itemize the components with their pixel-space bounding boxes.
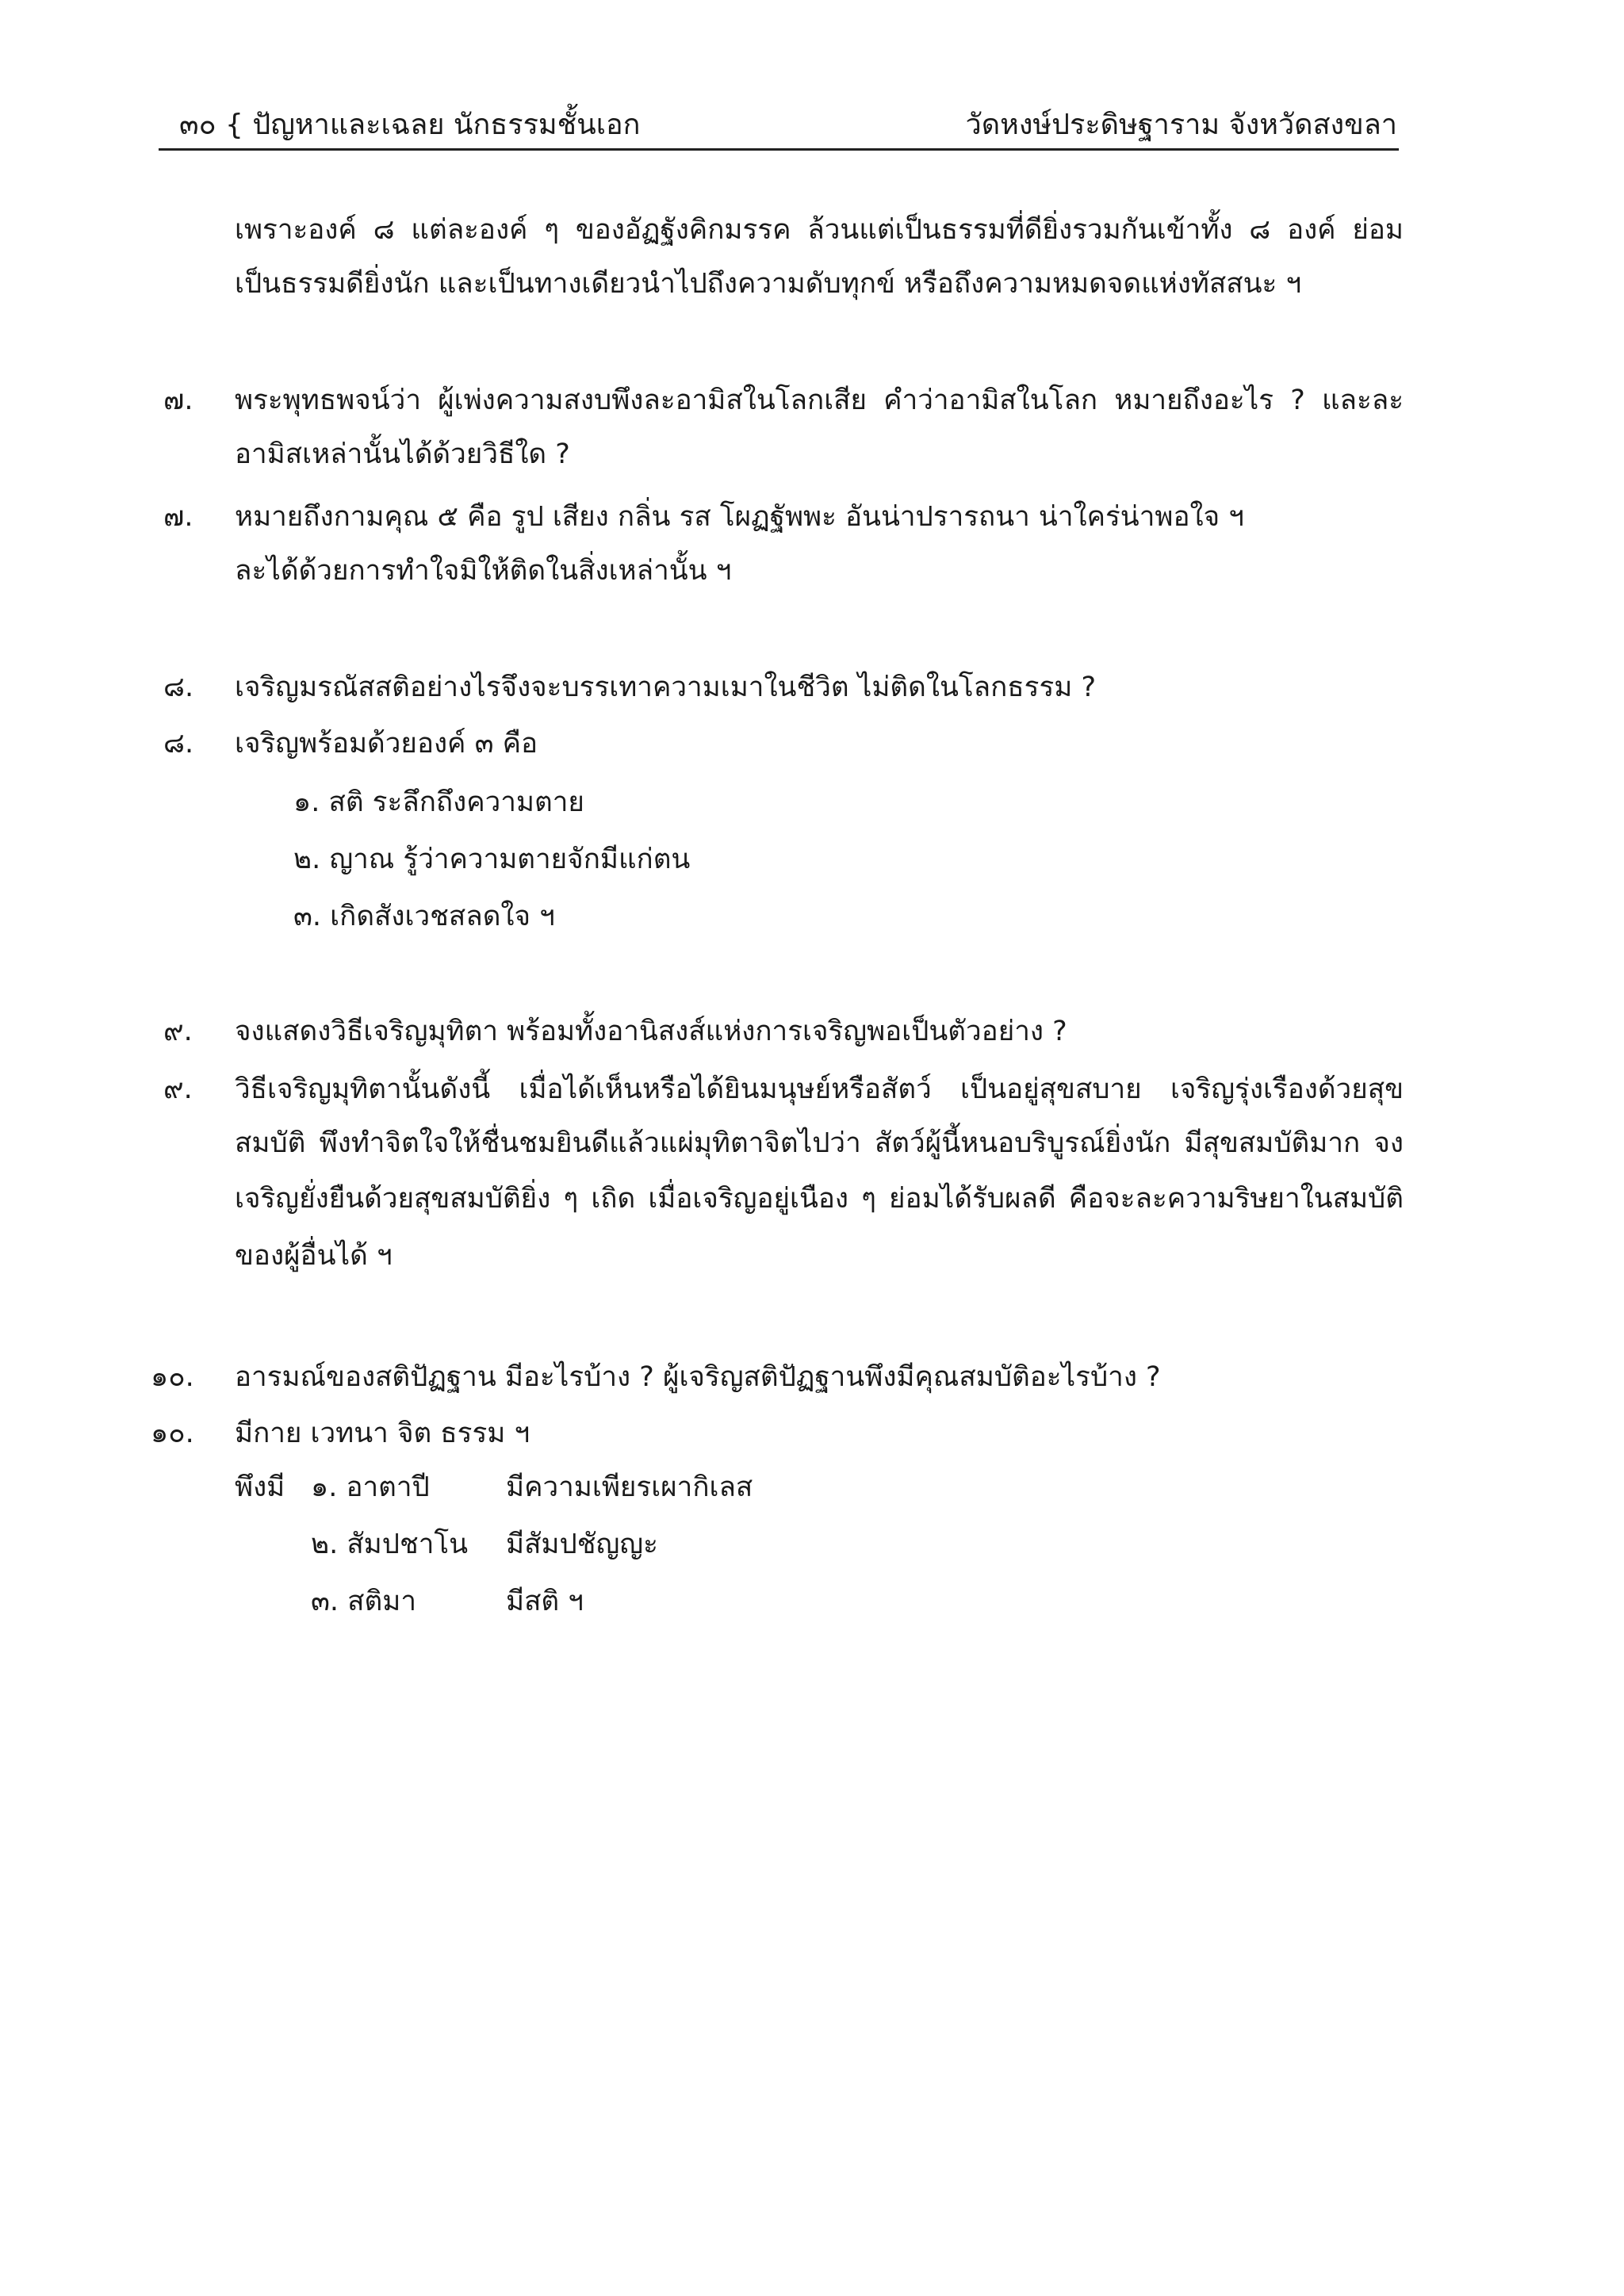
question-number: ๘. — [163, 672, 194, 703]
answer-text: หมายถึงกามคุณ ๕ คือ รูป เสียง กลิ่น รส โผฏฐัพพะ อันน่าปรารถนา น่าใคร่น่าพอใจ ฯ — [235, 501, 1244, 533]
answer-text: ของผู้อื่นได้ ฯ — [235, 1240, 393, 1272]
answer-text: ละได้ด้วยการทำใจมิให้ติดในสิ่งเหล่านั้น ฯ — [235, 555, 732, 587]
question-text: อารมณ์ของสติปัฏฐาน มีอะไรบ้าง ? ผู้เจริญสติปัฏฐานพึงมีคุณสมบัติอะไรบ้าง ? — [235, 1361, 1161, 1393]
answer-text: สมบัติ พึงทำจิตใจให้ชื่นชมยินดีแล้วแผ่มุทิตาจิตไปว่า สัตว์ผู้นี้หนอบริบูรณ์ยิ่งนัก มีสุขสมบัติมาก จง — [235, 1127, 1404, 1159]
header-title: ๓๐ { ปัญหาและเฉลย นักธรรมชั้นเอก — [179, 109, 641, 141]
quality-desc: มีสติ ฯ — [506, 1586, 584, 1617]
answer-number: ๘. — [163, 728, 194, 760]
list-item: ๒. ญาณ รู้ว่าความตายจักมีแก่ตน — [293, 844, 691, 875]
question-number: ๑๐. — [151, 1361, 194, 1393]
question-text: อามิสเหล่านั้นได้ด้วยวิธีใด ? — [235, 438, 570, 470]
quality-name: ๒. สัมปชาโน — [311, 1529, 469, 1560]
question-text: พระพุทธพจน์ว่า ผู้เพ่งความสงบพึงละอามิสในโลกเสีย คำว่าอามิสในโลก หมายถึงอะไร ? และละ — [235, 385, 1404, 416]
answer-text: มีกาย เวทนา จิต ธรรม ฯ — [235, 1418, 530, 1449]
intro-line: เป็นธรรมดียิ่งนัก และเป็นทางเดียวนำไปถึงความดับทุกข์ หรือถึงความหมดจดแห่งทัสสนะ ฯ — [235, 268, 1302, 300]
answer-number: ๗. — [163, 501, 193, 533]
answer-text: เจริญพร้อมด้วยองค์ ๓ คือ — [235, 728, 538, 760]
question-text: เจริญมรณัสสติอย่างไรจึงจะบรรเทาความเมาในชีวิต ไม่ติดในโลกธรรม ? — [235, 672, 1097, 703]
answer-number: ๑๐. — [151, 1418, 194, 1449]
quality-desc: มีความเพียรเผากิเลส — [506, 1471, 753, 1503]
quality-name: ๓. สติมา — [311, 1586, 416, 1617]
list-item: ๑. สติ ระลึกถึงความตาย — [293, 786, 584, 818]
answer-number: ๙. — [163, 1073, 193, 1105]
question-number: ๙. — [163, 1016, 193, 1047]
header-rule — [159, 148, 1399, 151]
answer-text: เจริญยั่งยืนด้วยสุขสมบัติยิ่ง ๆ เถิด เมื่อเจริญอยู่เนือง ๆ ย่อมได้รับผลดี คือจะละความริษยาในสมบัติ — [235, 1183, 1404, 1215]
list-item: ๓. เกิดสังเวชสลดใจ ฯ — [293, 901, 555, 932]
intro-line: เพราะองค์ ๘ แต่ละองค์ ๆ ของอัฏฐังคิกมรรค ล้วนแต่เป็นธรรมที่ดียิ่งรวมกันเข้าทั้ง ๘ องค์ ย่อม — [235, 214, 1404, 246]
quality-name: ๑. อาตาปี — [311, 1471, 430, 1503]
answer-lead: พึงมี — [235, 1471, 285, 1503]
question-number: ๗. — [163, 385, 193, 416]
question-text: จงแสดงวิธีเจริญมุทิตา พร้อมทั้งอานิสงส์แห่งการเจริญพอเป็นตัวอย่าง ? — [235, 1016, 1067, 1047]
quality-desc: มีสัมปชัญญะ — [506, 1529, 658, 1560]
answer-text: วิธีเจริญมุทิตานั้นดังนี้ เมื่อได้เห็นหรือได้ยินมนุษย์หรือสัตว์ เป็นอยู่สุขสบาย เจริญรุ่งเรืองด้วยสุข — [235, 1073, 1404, 1105]
header-temple: วัดหงษ์ประดิษฐาราม จังหวัดสงขลา — [965, 109, 1397, 141]
